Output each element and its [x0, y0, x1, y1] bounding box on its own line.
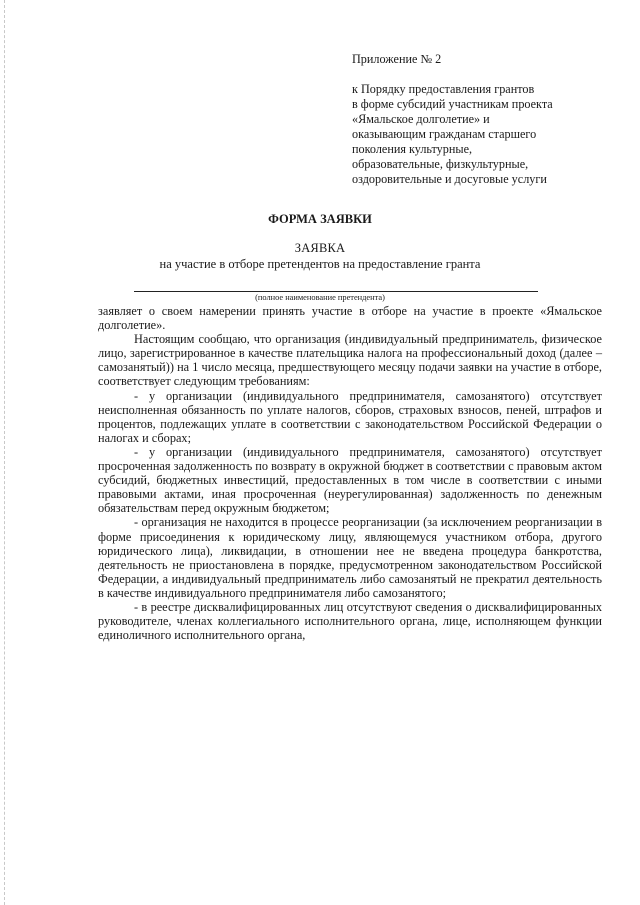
annex-line: «Ямальское долголетие» и: [352, 112, 490, 126]
annex-line: оказывающим гражданам старшего: [352, 127, 537, 141]
requirement-debt: - у организации (индивидуального предпринимателя, самозанятого) отсутствует просроченная задолженность по возврату в окружной бюджет в соответствии с правовым актом субсидий, бюджетных инвестиций, предоставленных в том числе в соответствии с иными правовыми актами, иная просроченная (неурегулированная) задолженность по денежным обязательствам перед окружным бюджетом;: [98, 444, 602, 516]
annex-line: в форме субсидий участникам проекта: [352, 97, 553, 111]
requirement-taxes: - у организации (индивидуального предпринимателя, самозанятого) отсутствует неисполненная обязанность по уплате налогов, сборов, страховых взносов, пеней, штрафов и процентов, подлежащих уплате в соответствии с законодательством Российской Федерации о налогах и сборах;: [98, 388, 602, 445]
applicant-name-caption: (полное наименование претендента): [255, 293, 385, 302]
form-title: ФОРМА ЗАЯВКИ: [268, 212, 372, 226]
annex-line: поколения культурные,: [352, 142, 473, 156]
annex-block: [352, 52, 612, 187]
annex-line: образовательные, физкультурные,: [352, 157, 529, 171]
requirement-reorganization: - организация не находится в процессе реорганизации (за исключением реорганизации в форме присоединения к юридическому лицу, являющемуся участником отбора, другого юридического лица), ликвидации, в отношении нее не введена процедура банкротства, деятельность не приостановлена в порядке, предусмотренном законодательством Российской Федерации, а индивидуальный предприниматель либо самозанятый не прекратил деятельность в качестве индивидуального предпринимателя либо самозанятого;: [98, 515, 602, 600]
application-subtitle: на участие в отборе претендентов на предоставление гранта: [159, 257, 481, 271]
body-text: [98, 304, 602, 642]
annex-line: оздоровительные и досуговые услуги: [352, 172, 547, 186]
annex-number: Приложение № 2: [352, 52, 442, 66]
requirement-disqualified: - в реестре дисквалифицированных лиц отсутствуют сведения о дисквалифицированных руководителе, членах коллегиального исполнительного органа, лице, исполняющем функции единоличного исполнительного органа,: [98, 599, 602, 643]
paragraph-intent: заявляет о своем намерении принять участие в отборе на участие в проекте «Ямальское долголетие».: [98, 304, 602, 333]
applicant-name-line: [134, 291, 538, 292]
paragraph-notice: Настоящим сообщаю, что организация (индивидуальный предприниматель, физическое лицо, зарегистрированное в качестве плательщика налога на профессиональный доход (далее – самозанятый)) на 1 число месяца, предшествующего месяцу подачи заявки на участие в отборе, соответствует следующим требованиям:: [98, 332, 602, 389]
page-margin-line: [4, 0, 6, 905]
application-title: ЗАЯВКА: [294, 241, 346, 255]
annex-line: к Порядку предоставления грантов: [352, 82, 535, 96]
